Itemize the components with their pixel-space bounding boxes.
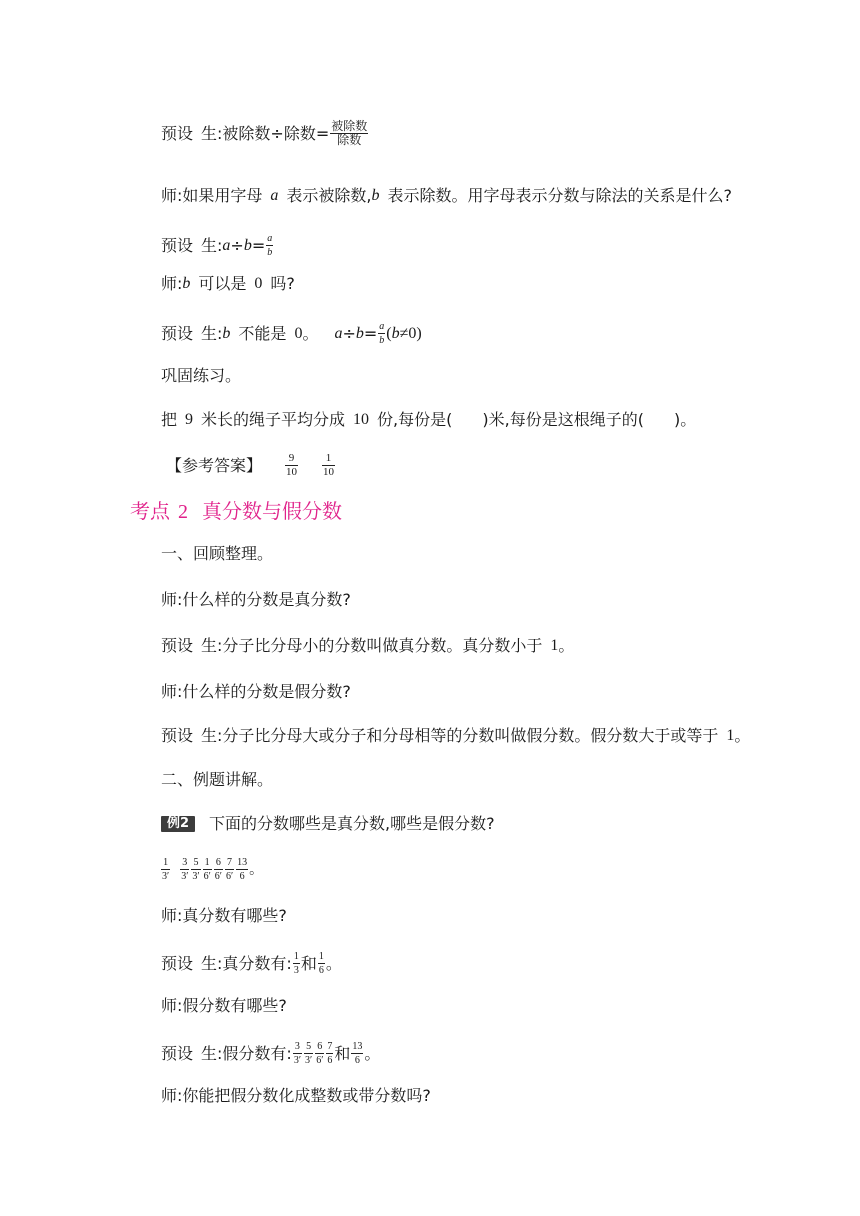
text-segment: 和 [334, 1043, 351, 1063]
denominator: 3′ [293, 1055, 301, 1066]
text-segment: 生: [201, 323, 223, 343]
line-fraction-list [160, 856, 263, 883]
line-teacher-improper-question [161, 682, 351, 702]
line-preset-improper-definition [161, 726, 750, 746]
text-segment: 师:什么样的分数是假分数? [161, 682, 351, 701]
denominator: 6′ [316, 1055, 324, 1066]
text-segment: 表示除数。用字母表示分数与除法的关系是什么? [387, 186, 732, 205]
denominator: 6′ [203, 871, 211, 882]
number: 0 [254, 275, 263, 292]
fraction-item [293, 1040, 302, 1067]
text-segment: 。 [302, 323, 319, 343]
denominator: 3′ [181, 871, 189, 882]
line-example-2 [161, 814, 495, 834]
line-reference-answer [166, 452, 336, 479]
text-segment: 师:真分数有哪些? [161, 906, 287, 925]
line-teacher-which-improper [161, 996, 287, 1016]
line-practice [161, 366, 241, 386]
denominator: 3 [293, 965, 299, 976]
reference-answer-label: 【参考答案】 [166, 455, 263, 475]
example-badge: 例2 [161, 816, 195, 832]
line-review [161, 544, 273, 564]
number: 10 [353, 411, 370, 428]
denominator: 除数 [337, 133, 362, 147]
numerator: 5 [193, 857, 199, 868]
fraction-item [225, 856, 234, 883]
var-b: b [371, 187, 380, 204]
numerator: 3 [182, 857, 188, 868]
fraction-item [351, 1040, 363, 1067]
fraction-item [180, 856, 189, 883]
fraction-item [191, 856, 200, 883]
fraction-item [318, 950, 325, 977]
numerator: 9 [288, 452, 295, 464]
preset-label: 预设 [161, 235, 194, 255]
text-segment: 把 [161, 410, 178, 429]
numerator: 1 [204, 857, 210, 868]
denominator: 6′ [225, 871, 234, 882]
var-b: b [222, 324, 231, 342]
text-segment: )米,每份是这根绳子的( [482, 410, 644, 429]
fraction-item [326, 1040, 333, 1067]
equals-sign: = [363, 323, 378, 343]
number: 1 [726, 727, 735, 744]
denominator: b [379, 335, 385, 346]
line-preset-dividend-divisor [161, 120, 369, 147]
numerator: 1 [163, 857, 169, 868]
var-a: a [270, 187, 279, 204]
var-b: b [243, 236, 252, 254]
text-segment: 师:什么样的分数是真分数? [161, 590, 351, 609]
numerator: 1 [325, 452, 332, 464]
numerator: 1 [318, 951, 324, 962]
var-a: a [222, 236, 231, 254]
preset-label: 预设 [161, 636, 194, 655]
denominator: 6′ [214, 871, 222, 882]
text-segment: 。 [364, 1043, 381, 1063]
numerator: 7 [227, 857, 233, 868]
text-segment: 生:分子比分母大或分子和分母相等的分数叫做假分数。假分数大于或等于 [201, 726, 719, 745]
text-segment: 吗? [270, 274, 295, 293]
fraction-item [304, 1040, 313, 1067]
denominator: 6 [327, 1055, 333, 1066]
fraction-item [315, 1040, 324, 1067]
numerator: 7 [327, 1041, 333, 1052]
line-preset-formula [161, 232, 274, 259]
text-segment: 生:假分数有: [201, 1043, 292, 1063]
line-preset-improper-list [161, 1040, 380, 1067]
denominator: 6 [239, 871, 245, 882]
numerator: a [267, 233, 273, 244]
equals-sign: = [251, 235, 266, 255]
heading-number: 2 [178, 501, 188, 523]
text-segment: 。 [558, 636, 575, 655]
fraction-item [203, 856, 212, 883]
var-a: a [334, 324, 343, 342]
numerator: 6 [215, 857, 221, 868]
text-segment: 二、例题讲解。 [161, 770, 274, 789]
denominator: 6 [354, 1055, 360, 1066]
paren-open: ( [386, 324, 392, 342]
text-segment: 生: [201, 235, 223, 255]
denominator: 3′ [305, 1055, 313, 1066]
denominator: 10 [323, 466, 335, 478]
text-segment: 和 [300, 953, 317, 973]
line-example-explanation [161, 770, 273, 790]
paren-close: ) [416, 324, 422, 342]
denominator: b [267, 247, 273, 258]
section-heading [130, 498, 342, 525]
var-b: b [182, 275, 191, 292]
text-segment: 。 [325, 953, 342, 973]
preset-label: 预设 [161, 123, 194, 143]
text-segment: 不能是 [238, 323, 287, 343]
fraction-a-over-b [266, 232, 273, 259]
text-segment: 一、回顾整理。 [161, 544, 274, 563]
numerator: 3 [294, 1041, 300, 1052]
number: 1 [550, 637, 559, 654]
numerator: a [379, 321, 385, 332]
line-teacher-b-zero [161, 274, 295, 294]
number: 0 [294, 324, 303, 342]
text-segment: 。 [734, 726, 751, 745]
fraction-dividend-over-divisor [330, 120, 368, 147]
text-segment: )。 [673, 410, 697, 429]
text-segment: 米长的绳子平均分成 [201, 410, 346, 429]
line-teacher-question-letters [161, 186, 732, 206]
numerator: 6 [317, 1041, 323, 1052]
text-segment: 份,每份是( [377, 410, 453, 429]
fraction-item [161, 856, 170, 883]
text-segment: 师:你能把假分数化成整数或带分数吗? [161, 1086, 431, 1105]
fraction-item [214, 856, 223, 883]
text-segment: 师:如果用字母 [161, 186, 263, 205]
fraction-item [293, 950, 300, 977]
text-segment: 巩固练习。 [161, 366, 242, 385]
line-teacher-which-proper [161, 906, 287, 926]
line-preset-b-not-zero [161, 320, 422, 347]
text-segment: 下面的分数哪些是真分数,哪些是假分数? [209, 814, 495, 833]
fraction-9-10 [285, 452, 298, 479]
denominator: 10 [286, 466, 298, 478]
fraction-1-10 [322, 452, 335, 479]
numerator: 13 [237, 857, 248, 868]
numerator: 13 [352, 1041, 363, 1052]
preset-label: 预设 [161, 1043, 194, 1063]
text-segment: 生:真分数有: [201, 953, 292, 973]
numerator: 5 [306, 1041, 312, 1052]
numerator: 1 [293, 951, 299, 962]
preset-label: 预设 [161, 726, 194, 745]
text-segment: 师:假分数有哪些? [161, 996, 287, 1015]
denominator: 6 [318, 965, 324, 976]
text-segment: 师: [161, 274, 183, 293]
text-segment: 表示被除数, [286, 186, 372, 205]
divide-sign: ÷ [342, 323, 356, 343]
fraction-item [236, 856, 248, 883]
line-teacher-convert-question [161, 1086, 431, 1106]
not-equal-sign: ≠ [399, 324, 409, 342]
line-rope-question [161, 410, 696, 430]
line-preset-proper-definition [161, 636, 574, 656]
heading-title: 真分数与假分数 [202, 499, 342, 523]
text-segment: 。 [249, 861, 264, 878]
divide-sign: ÷ [230, 235, 244, 255]
line-teacher-proper-question [161, 590, 351, 610]
numerator: 被除数 [331, 119, 368, 133]
student-answer: 生:被除数÷除数= [201, 123, 330, 143]
preset-label: 预设 [161, 953, 194, 973]
denominator: 3′ [162, 871, 170, 882]
fraction-a-over-b [378, 320, 385, 347]
denominator: 3′ [192, 871, 200, 882]
text-segment: 可以是 [198, 274, 247, 293]
var-b: b [391, 324, 400, 342]
var-b: b [355, 324, 364, 342]
number: 9 [185, 411, 194, 428]
text-segment: 生:分子比分母小的分数叫做真分数。真分数小于 [201, 636, 543, 655]
number: 0 [408, 324, 417, 342]
line-preset-proper-list [161, 950, 342, 977]
preset-label: 预设 [161, 323, 194, 343]
heading-label: 考点 [130, 499, 170, 523]
